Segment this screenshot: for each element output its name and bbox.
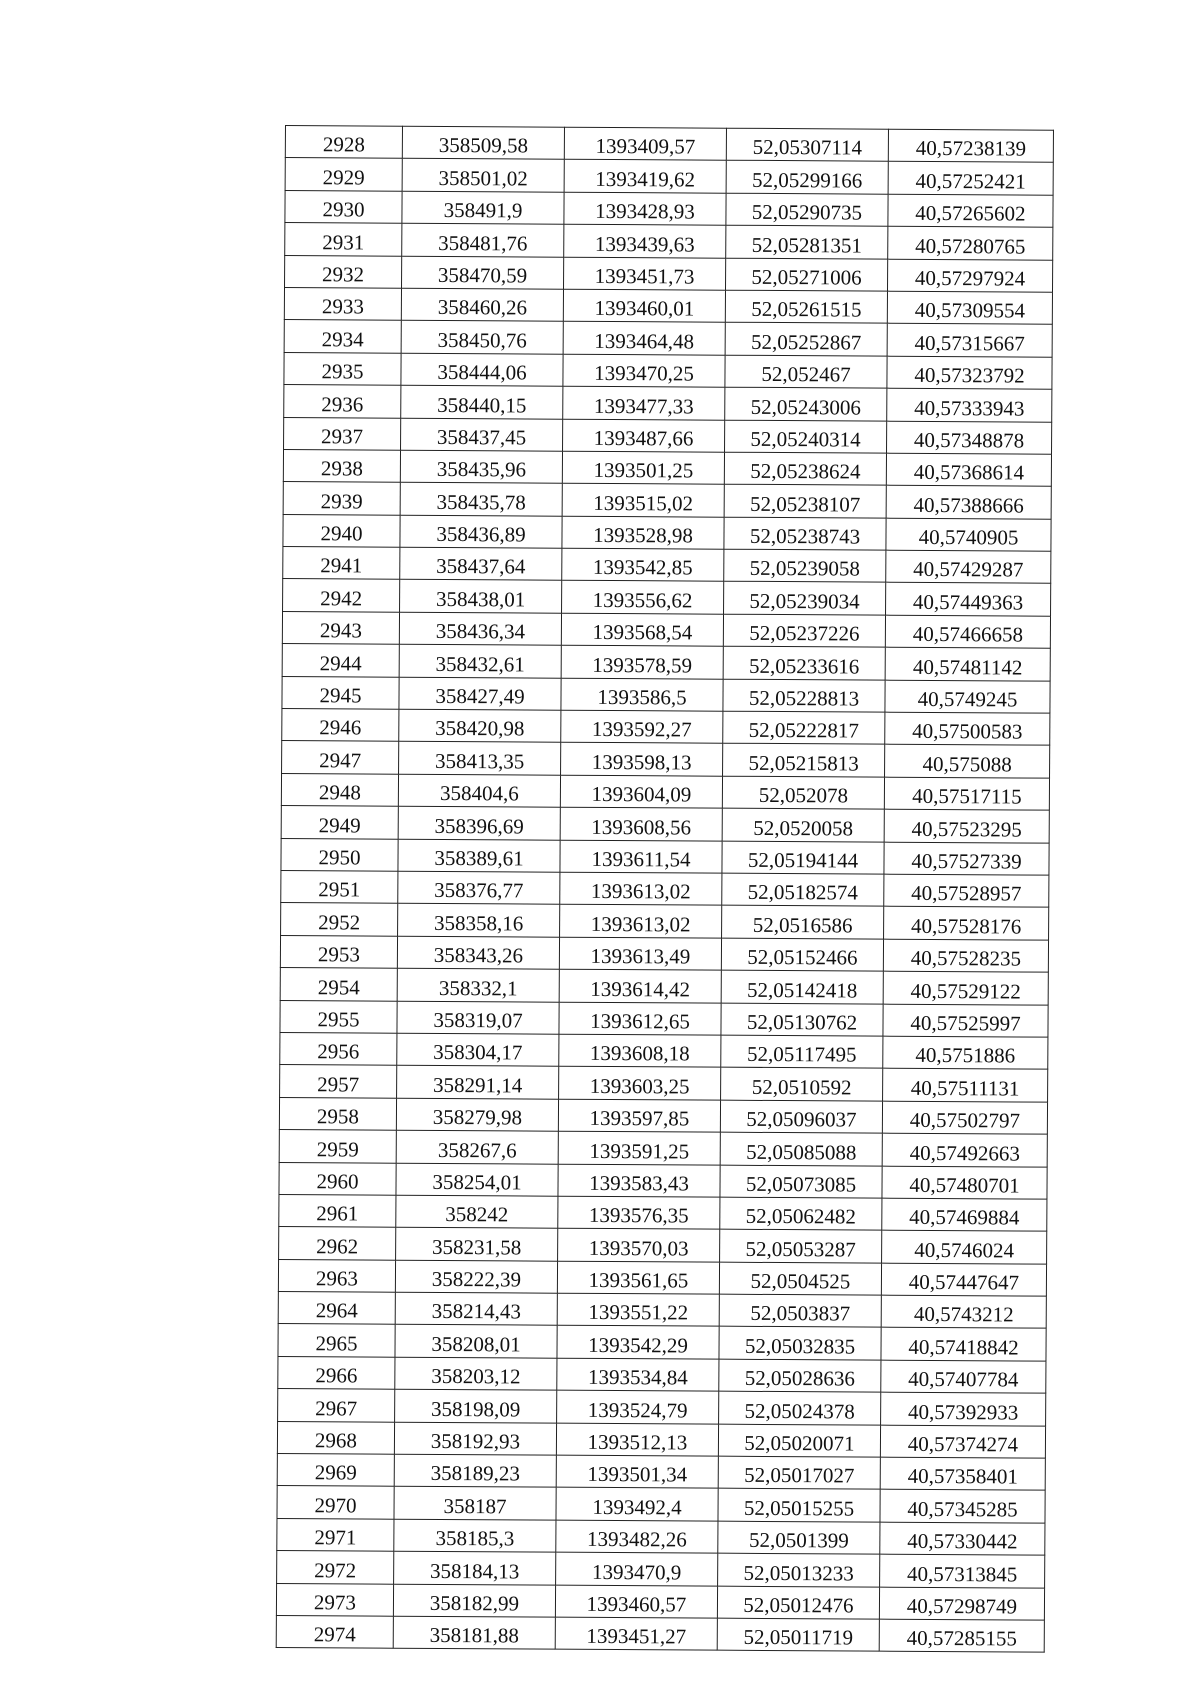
latitude-cell: 52,05152466 [721,938,883,971]
y-coordinate-cell: 1393512,13 [556,1423,718,1456]
table-row [282,741,1050,778]
longitude-cell: 40,57429287 [886,550,1051,583]
y-coordinate-cell: 1393613,49 [559,937,721,970]
y-coordinate-cell: 1393597,85 [558,1099,720,1132]
table-row [285,255,1053,292]
y-coordinate-cell: 1393492,4 [556,1488,718,1521]
table-row [279,1162,1047,1199]
latitude-cell: 52,0520058 [722,808,884,841]
table-row [281,806,1049,843]
y-coordinate-cell: 1393542,29 [557,1326,719,1359]
latitude-cell: 52,05053287 [720,1229,882,1262]
table-row [277,1421,1045,1458]
table-row [280,1000,1048,1037]
point-number-cell: 2956 [280,1032,397,1065]
longitude-cell: 40,57502797 [882,1101,1047,1134]
table-row [278,1292,1046,1329]
longitude-cell: 40,57368614 [886,453,1051,486]
longitude-cell: 40,57481142 [885,647,1050,680]
y-coordinate-cell: 1393576,35 [558,1196,720,1229]
latitude-cell: 52,05222817 [723,711,885,744]
point-number-cell: 2942 [283,579,400,612]
point-number-cell: 2954 [280,968,397,1001]
latitude-cell: 52,0516586 [722,906,884,939]
latitude-cell: 52,05290735 [726,193,888,226]
table-row [282,709,1050,746]
x-coordinate-cell: 358435,96 [400,450,562,483]
point-number-cell: 2973 [276,1583,393,1616]
longitude-cell: 40,5740905 [886,518,1051,551]
x-coordinate-cell: 358420,98 [399,709,561,742]
longitude-cell: 40,5746024 [882,1230,1047,1263]
table-row [278,1356,1046,1393]
point-number-cell: 2948 [281,773,398,806]
longitude-cell: 40,57297924 [887,259,1052,292]
longitude-cell: 40,57392933 [881,1392,1046,1425]
latitude-cell: 52,05117495 [721,1035,883,1068]
point-number-cell: 2969 [277,1453,394,1486]
table-row [283,547,1051,584]
point-number-cell: 2949 [281,806,398,839]
y-coordinate-cell: 1393451,27 [555,1617,717,1650]
latitude-cell: 52,05142418 [721,970,883,1003]
latitude-cell: 52,05271006 [725,258,887,291]
longitude-cell: 40,57313845 [880,1554,1045,1587]
point-number-cell: 2952 [281,903,398,936]
y-coordinate-cell: 1393592,27 [561,710,723,743]
x-coordinate-cell: 358198,09 [395,1389,557,1422]
latitude-cell: 52,0504525 [719,1262,881,1295]
y-coordinate-cell: 1393608,56 [560,807,722,840]
latitude-cell: 52,05238624 [724,452,886,485]
y-coordinate-cell: 1393464,48 [563,322,725,355]
longitude-cell: 40,57492663 [882,1133,1047,1166]
table-row [281,903,1049,940]
table-row [276,1615,1044,1652]
x-coordinate-cell: 358208,01 [395,1325,557,1358]
x-coordinate-cell: 358185,3 [394,1519,556,1552]
y-coordinate-cell: 1393591,25 [558,1131,720,1164]
x-coordinate-cell: 358435,78 [400,483,562,516]
y-coordinate-cell: 1393614,42 [559,969,721,1002]
y-coordinate-cell: 1393419,62 [564,160,726,193]
y-coordinate-cell: 1393570,03 [558,1228,720,1261]
table-row [284,352,1052,389]
coordinates-table-body [276,126,1053,1653]
table-row [279,1097,1047,1134]
point-number-cell: 2961 [279,1194,396,1227]
longitude-cell: 40,57374274 [880,1425,1045,1458]
table-row [280,935,1048,972]
point-number-cell: 2967 [278,1389,395,1422]
longitude-cell: 40,57447647 [881,1263,1046,1296]
y-coordinate-cell: 1393612,65 [559,1002,721,1035]
table-row [281,870,1049,907]
x-coordinate-cell: 358404,6 [398,774,560,807]
latitude-cell: 52,05028636 [719,1359,881,1392]
x-coordinate-cell: 358376,77 [398,871,560,904]
latitude-cell: 52,05073085 [720,1165,882,1198]
table-row [279,1194,1047,1231]
x-coordinate-cell: 358438,01 [400,580,562,613]
longitude-cell: 40,5743212 [881,1295,1046,1328]
longitude-cell: 40,57388666 [886,485,1051,518]
longitude-cell: 40,57469884 [882,1198,1047,1231]
y-coordinate-cell: 1393542,85 [562,548,724,581]
latitude-cell: 52,052467 [725,355,887,388]
x-coordinate-cell: 358432,61 [399,644,561,677]
longitude-cell: 40,57528176 [884,907,1049,940]
x-coordinate-cell: 358358,16 [398,904,560,937]
table-row [279,1130,1047,1167]
longitude-cell: 40,57252421 [888,162,1053,195]
latitude-cell: 52,05032835 [719,1327,881,1360]
point-number-cell: 2951 [281,870,398,903]
longitude-cell: 40,57407784 [881,1360,1046,1393]
y-coordinate-cell: 1393551,22 [557,1293,719,1326]
y-coordinate-cell: 1393586,5 [561,678,723,711]
latitude-cell: 52,05299166 [726,161,888,194]
x-coordinate-cell: 358343,26 [397,936,559,969]
x-coordinate-cell: 358192,93 [394,1422,556,1455]
x-coordinate-cell: 358304,17 [397,1033,559,1066]
x-coordinate-cell: 358427,49 [399,677,561,710]
y-coordinate-cell: 1393603,25 [559,1067,721,1100]
point-number-cell: 2955 [280,1000,397,1033]
table-row [285,158,1053,195]
document-page [276,125,1053,1653]
longitude-cell: 40,57528235 [883,939,1048,972]
y-coordinate-cell: 1393487,66 [563,419,725,452]
longitude-cell: 40,57523295 [884,809,1049,842]
x-coordinate-cell: 358189,23 [394,1454,556,1487]
latitude-cell: 52,05011719 [717,1618,879,1651]
y-coordinate-cell: 1393439,63 [564,224,726,257]
x-coordinate-cell: 358254,01 [396,1163,558,1196]
table-row [277,1551,1045,1588]
y-coordinate-cell: 1393460,01 [563,289,725,322]
y-coordinate-cell: 1393613,02 [560,872,722,905]
latitude-cell: 52,05252867 [725,323,887,356]
longitude-cell: 40,57315667 [887,324,1052,357]
longitude-cell: 40,57517115 [884,777,1049,810]
point-number-cell: 2970 [277,1486,394,1519]
y-coordinate-cell: 1393409,57 [564,127,726,160]
y-coordinate-cell: 1393604,09 [560,775,722,808]
point-number-cell: 2958 [279,1097,396,1130]
y-coordinate-cell: 1393428,93 [564,192,726,225]
table-row [284,287,1052,324]
point-number-cell: 2950 [281,838,398,871]
y-coordinate-cell: 1393451,73 [564,257,726,290]
x-coordinate-cell: 358450,76 [401,321,563,354]
y-coordinate-cell: 1393528,98 [562,516,724,549]
latitude-cell: 52,05243006 [725,387,887,420]
table-row [279,1227,1047,1264]
point-number-cell: 2934 [284,320,401,353]
x-coordinate-cell: 358214,43 [395,1292,557,1325]
y-coordinate-cell: 1393578,59 [561,645,723,678]
point-number-cell: 2928 [285,126,402,159]
point-number-cell: 2933 [284,287,401,320]
longitude-cell: 40,57265602 [888,194,1053,227]
point-number-cell: 2930 [285,190,402,223]
point-number-cell: 2963 [278,1259,395,1292]
point-number-cell: 2964 [278,1292,395,1325]
longitude-cell: 40,57529122 [883,971,1048,1004]
table-row [278,1389,1046,1426]
table-row [283,482,1051,519]
table-row [282,611,1050,648]
table-row [278,1259,1046,1296]
point-number-cell: 2943 [282,611,399,644]
latitude-cell: 52,05228813 [723,679,885,712]
x-coordinate-cell: 358437,64 [400,547,562,580]
table-row [285,126,1053,163]
x-coordinate-cell: 358444,06 [401,353,563,386]
y-coordinate-cell: 1393568,54 [561,613,723,646]
point-number-cell: 2953 [280,935,397,968]
latitude-cell: 52,05012476 [717,1586,879,1619]
x-coordinate-cell: 358291,14 [397,1066,559,1099]
x-coordinate-cell: 358181,88 [393,1616,555,1649]
point-number-cell: 2940 [283,514,400,547]
longitude-cell: 40,57309554 [887,291,1052,324]
longitude-cell: 40,57500583 [885,712,1050,745]
table-row [283,449,1051,486]
latitude-cell: 52,0503837 [719,1294,881,1327]
longitude-cell: 40,57333943 [887,388,1052,421]
y-coordinate-cell: 1393501,34 [556,1455,718,1488]
latitude-cell: 52,05194144 [722,841,884,874]
latitude-cell: 52,0501399 [718,1521,880,1554]
latitude-cell: 52,05239058 [724,549,886,582]
y-coordinate-cell: 1393608,18 [559,1034,721,1067]
latitude-cell: 52,05237226 [723,614,885,647]
longitude-cell: 40,57528957 [884,874,1049,907]
x-coordinate-cell: 358242 [396,1195,558,1228]
point-number-cell: 2937 [284,417,401,450]
table-row [281,838,1049,875]
table-row [285,223,1053,260]
longitude-cell: 40,5751886 [883,1036,1048,1069]
point-number-cell: 2966 [278,1356,395,1389]
longitude-cell: 40,57285155 [879,1619,1044,1652]
longitude-cell: 40,57238139 [888,129,1053,162]
latitude-cell: 52,05182574 [722,873,884,906]
x-coordinate-cell: 358332,1 [397,968,559,1001]
latitude-cell: 52,05215813 [723,744,885,777]
y-coordinate-cell: 1393515,02 [562,483,724,516]
longitude-cell: 40,57511131 [883,1068,1048,1101]
x-coordinate-cell: 358203,12 [395,1357,557,1390]
x-coordinate-cell: 358481,76 [402,223,564,256]
longitude-cell: 40,57298749 [879,1587,1044,1620]
point-number-cell: 2929 [285,158,402,191]
coordinates-table [276,125,1054,1653]
latitude-cell: 52,05307114 [726,128,888,161]
point-number-cell: 2960 [279,1162,396,1195]
y-coordinate-cell: 1393470,25 [563,354,725,387]
longitude-cell: 40,57348878 [887,421,1052,454]
longitude-cell: 40,5749245 [885,680,1050,713]
y-coordinate-cell: 1393477,33 [563,386,725,419]
point-number-cell: 2935 [284,352,401,385]
x-coordinate-cell: 358279,98 [396,1098,558,1131]
latitude-cell: 52,05085088 [720,1132,882,1165]
x-coordinate-cell: 358440,15 [401,385,563,418]
latitude-cell: 52,05238107 [724,484,886,517]
y-coordinate-cell: 1393482,26 [556,1520,718,1553]
table-row [284,320,1052,357]
x-coordinate-cell: 358182,99 [393,1584,555,1617]
x-coordinate-cell: 358222,39 [395,1260,557,1293]
x-coordinate-cell: 358460,26 [401,288,563,321]
x-coordinate-cell: 358396,69 [398,806,560,839]
longitude-cell: 40,57345285 [880,1490,1045,1523]
table-row [281,773,1049,810]
latitude-cell: 52,05238743 [724,517,886,550]
y-coordinate-cell: 1393556,62 [562,581,724,614]
table-row [277,1453,1045,1490]
point-number-cell: 2938 [283,449,400,482]
x-coordinate-cell: 358501,02 [402,159,564,192]
y-coordinate-cell: 1393613,02 [560,905,722,938]
table-row [285,190,1053,227]
table-row [283,579,1051,616]
x-coordinate-cell: 358184,13 [394,1551,556,1584]
table-row [277,1486,1045,1523]
table-row [282,644,1050,681]
x-coordinate-cell: 358319,07 [397,1001,559,1034]
table-row [280,1065,1048,1102]
longitude-cell: 40,57330442 [880,1522,1045,1555]
point-number-cell: 2968 [277,1421,394,1454]
latitude-cell: 52,05015255 [718,1489,880,1522]
table-row [284,385,1052,422]
y-coordinate-cell: 1393534,84 [557,1358,719,1391]
x-coordinate-cell: 358267,6 [396,1130,558,1163]
x-coordinate-cell: 358413,35 [399,742,561,775]
longitude-cell: 40,57358401 [880,1457,1045,1490]
table-row [282,676,1050,713]
table-row [280,1032,1048,1069]
latitude-cell: 52,05096037 [720,1100,882,1133]
y-coordinate-cell: 1393611,54 [560,840,722,873]
table-row [276,1583,1044,1620]
longitude-cell: 40,57527339 [884,842,1049,875]
point-number-cell: 2959 [279,1130,396,1163]
table-row [283,514,1051,551]
y-coordinate-cell: 1393501,25 [562,451,724,484]
latitude-cell: 52,05024378 [719,1391,881,1424]
y-coordinate-cell: 1393460,57 [555,1585,717,1618]
x-coordinate-cell: 358436,89 [400,515,562,548]
longitude-cell: 40,57280765 [888,226,1053,259]
x-coordinate-cell: 358389,61 [398,839,560,872]
table-row [280,968,1048,1005]
point-number-cell: 2944 [282,644,399,677]
latitude-cell: 52,05240314 [725,420,887,453]
latitude-cell: 52,05062482 [720,1197,882,1230]
longitude-cell: 40,57323792 [887,356,1052,389]
table-row [277,1518,1045,1555]
x-coordinate-cell: 358187 [394,1487,556,1520]
longitude-cell: 40,57466658 [885,615,1050,648]
table-row [278,1324,1046,1361]
x-coordinate-cell: 358509,58 [402,126,564,159]
y-coordinate-cell: 1393561,65 [557,1261,719,1294]
point-number-cell: 2957 [280,1065,397,1098]
longitude-cell: 40,57418842 [881,1328,1046,1361]
point-number-cell: 2971 [277,1518,394,1551]
longitude-cell: 40,57449363 [886,583,1051,616]
point-number-cell: 2939 [283,482,400,515]
y-coordinate-cell: 1393470,9 [556,1552,718,1585]
y-coordinate-cell: 1393598,13 [561,743,723,776]
y-coordinate-cell: 1393583,43 [558,1164,720,1197]
latitude-cell: 52,0510592 [721,1068,883,1101]
latitude-cell: 52,05013233 [718,1553,880,1586]
y-coordinate-cell: 1393524,79 [557,1390,719,1423]
point-number-cell: 2936 [284,385,401,418]
x-coordinate-cell: 358437,45 [401,418,563,451]
x-coordinate-cell: 358231,58 [396,1227,558,1260]
longitude-cell: 40,575088 [885,745,1050,778]
point-number-cell: 2946 [282,709,399,742]
latitude-cell: 52,05281351 [726,225,888,258]
latitude-cell: 52,05017027 [718,1456,880,1489]
x-coordinate-cell: 358491,9 [402,191,564,224]
point-number-cell: 2932 [285,255,402,288]
point-number-cell: 2962 [279,1227,396,1260]
x-coordinate-cell: 358470,59 [402,256,564,289]
table-row [284,417,1052,454]
point-number-cell: 2941 [283,547,400,580]
latitude-cell: 52,05130762 [721,1003,883,1036]
point-number-cell: 2945 [282,676,399,709]
latitude-cell: 52,05261515 [725,290,887,323]
x-coordinate-cell: 358436,34 [399,612,561,645]
point-number-cell: 2965 [278,1324,395,1357]
longitude-cell: 40,57480701 [882,1166,1047,1199]
latitude-cell: 52,05233616 [723,646,885,679]
latitude-cell: 52,05239034 [724,582,886,615]
point-number-cell: 2931 [285,223,402,256]
point-number-cell: 2972 [277,1551,394,1584]
longitude-cell: 40,57525997 [883,1004,1048,1037]
point-number-cell: 2947 [282,741,399,774]
latitude-cell: 52,05020071 [718,1424,880,1457]
point-number-cell: 2974 [276,1615,393,1648]
latitude-cell: 52,052078 [722,776,884,809]
